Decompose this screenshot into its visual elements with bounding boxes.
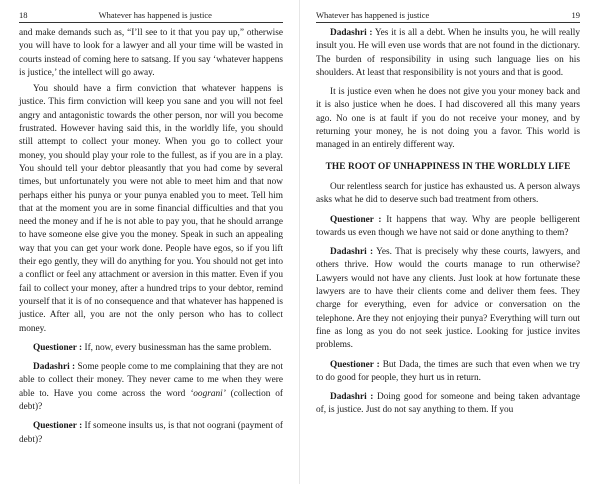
dialogue-paragraph: Questioner : If someone insults us, is that not oograni (payment of debt)? (19, 421, 283, 445)
dialogue-paragraph: Questioner : It happens that way. Why are people belligerent towards us even though we have not said or done anything to them? (316, 214, 580, 238)
speaker-label: Questioner : (330, 214, 382, 225)
left-page-header (19, 6, 283, 23)
speaker-label: Dadashri : (33, 362, 76, 373)
speaker-label: Questioner : (33, 421, 83, 432)
paragraph: Our relentless search for justice has exhausted us. A person always asks what he did to deserve such bad treatment from others. (316, 181, 580, 206)
dialogue-paragraph: Questioner : But Dada, the times are such that even when we try to do good for people, they hurt us in return. (316, 359, 580, 383)
right-page-header (316, 6, 580, 23)
speaker-label: Dadashri : (330, 247, 374, 258)
paragraph: It is justice even when he does not give you your money back and it is also justice when he does. I had discovered all this many years ago. No one is at fault if you do not receive your money, and by returning your money, he is not doing you a favor. This world is managed in an entirely different way. (316, 87, 580, 151)
speaker-label: Questioner : (33, 342, 83, 353)
running-head: Whatever has happened is justice (98, 10, 212, 20)
left-page (0, 0, 299, 484)
page-number: 18 (19, 10, 28, 20)
section-heading: THE ROOT OF UNHAPPINESS IN THE WORLDLY LIFE (325, 161, 571, 172)
running-head: Whatever has happened is justice (316, 10, 430, 20)
dialogue-paragraph: Dadashri : Yes. That is precisely why these courts, lawyers, and others thrive. How would the courts manage to run otherwise? Lawyers would not have any clients. Just look at how fortunate these lawyers are to have their clients come and deliver them fees. They charge for everything, even for advice or conversation on the telephone. Are they not enjoying their punya? Everything will turn out fine as long as you do not seek justice. Looking for justice invites problems. (316, 247, 580, 351)
speaker-label: Questioner : (330, 359, 380, 370)
right-page-body (316, 27, 580, 418)
paragraph: and make demands such as, “I’ll see to it that you pay up,” otherwise you will have to look for a lawyer and all your time will be wasted in courts instead of coming here to satsang. If you say ‘whatever happens is justice,’ the intellect will go away. (19, 28, 283, 78)
speaker-label: Dadashri : (330, 392, 374, 403)
paragraph: You should have a firm conviction that whatever happens is justice. This firm conviction will keep you sane and you will not feel angry and antagonistic towards the other person, nor will you become frustrated. However having said this, in the worldly life, you should still attempt to collect your money. When you go to collect your money, you should play your role to the fullest, as if you are in a play. You should tell your debtor pleasantly that you had come by several times, but unfortunately you were not able to meet him and that now perhaps either his punya or your punya enabled you to meet. Tell him that at the moment you are in some financial difficulties and that you need the money and if he is not able to pay you, that he should arrange to have someone else give you the money. Speak in such an appealing way that you can get your work done. People have egos, so if you lift their ego gently, they will do anything for you. You should not get into a conflict or feel any attachment or aversion in this matter. Even if you fail to collect your money, after a hundred trips to your debtor, remind yourself that it is of no consequence and that whatever has happened is justice. After all, you are not the only person who has to collect money. (19, 84, 283, 334)
right-page (300, 0, 599, 484)
dialogue-paragraph: Dadashri : Some people come to me complaining that they are not able to collect their money. They never came to me when they were able to. Have you come across the word ‘oograni’ (collection of debt)? (19, 362, 284, 413)
left-page-body (19, 27, 283, 447)
dialogue-paragraph: Dadashri : Doing good for someone and being taken advantage of, is justice. Just do not say anything to them. If you (316, 392, 580, 416)
dialogue-paragraph: Questioner : If, now, every businessman has the same problem. (33, 342, 272, 353)
page-number: 19 (571, 10, 580, 20)
dialogue-paragraph: Dadashri : Yes it is all a debt. When he insults you, he will really insult you. He will even use words that are not found in the dictionary. The burden of responsibility in using such language lies on his shoulders. At least that responsibility is not yours and that is good. (316, 28, 580, 78)
speaker-label: Dadashri : (330, 28, 373, 38)
